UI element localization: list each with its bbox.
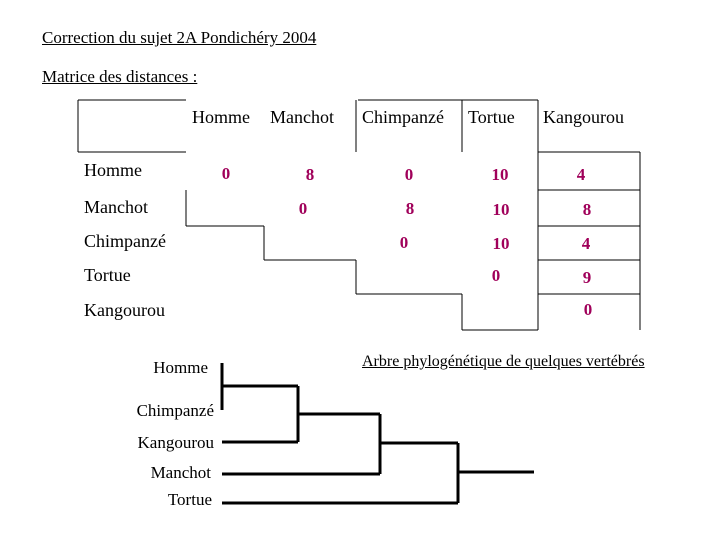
row-header-chimpanze: Chimpanzé (84, 231, 166, 251)
matrix-cell: 0 (221, 164, 231, 183)
matrix-cell: 0 (404, 165, 414, 184)
matrix-cell: 0 (491, 266, 501, 285)
column-header-tortue: Tortue (468, 107, 515, 127)
row-header-homme: Homme (84, 160, 142, 180)
matrix-cell: 4 (576, 165, 586, 184)
matrix-cell: 0 (399, 233, 409, 252)
matrix-cell: 10 (491, 165, 509, 184)
tree-leaf-chimpanze: Chimpanzé (136, 401, 214, 420)
row-header-kangourou: Kangourou (84, 300, 165, 320)
tree-leaf-tortue: Tortue (167, 490, 212, 509)
matrix-cell: 10 (492, 234, 510, 253)
matrix-cell: 4 (581, 234, 591, 253)
tree-leaf-manchot: Manchot (150, 463, 211, 482)
tree-leaf-homme: Homme (153, 358, 208, 377)
matrix-cell: 10 (492, 200, 510, 219)
page-title: Correction du sujet 2A Pondichéry 2004 (42, 28, 317, 47)
matrix-cell: 9 (582, 268, 592, 287)
matrix-cell: 0 (298, 199, 308, 218)
column-header-chimpanze: Chimpanzé (362, 107, 444, 127)
tree-caption: Arbre phylogénétique de quelques vertébrés (362, 353, 645, 370)
matrix-subtitle: Matrice des distances : (42, 67, 198, 86)
matrix-cell: 8 (582, 200, 592, 219)
column-header-manchot: Manchot (270, 107, 334, 127)
column-header-kangourou: Kangourou (543, 107, 624, 127)
matrix-cell: 0 (583, 300, 593, 319)
row-header-tortue: Tortue (84, 265, 131, 285)
row-header-manchot: Manchot (84, 197, 148, 217)
column-header-homme: Homme (192, 107, 250, 127)
matrix-cell: 8 (305, 165, 315, 184)
phylogenetic-tree-lines (222, 363, 534, 503)
tree-leaf-kangourou: Kangourou (137, 433, 214, 452)
matrix-cell: 8 (405, 199, 415, 218)
